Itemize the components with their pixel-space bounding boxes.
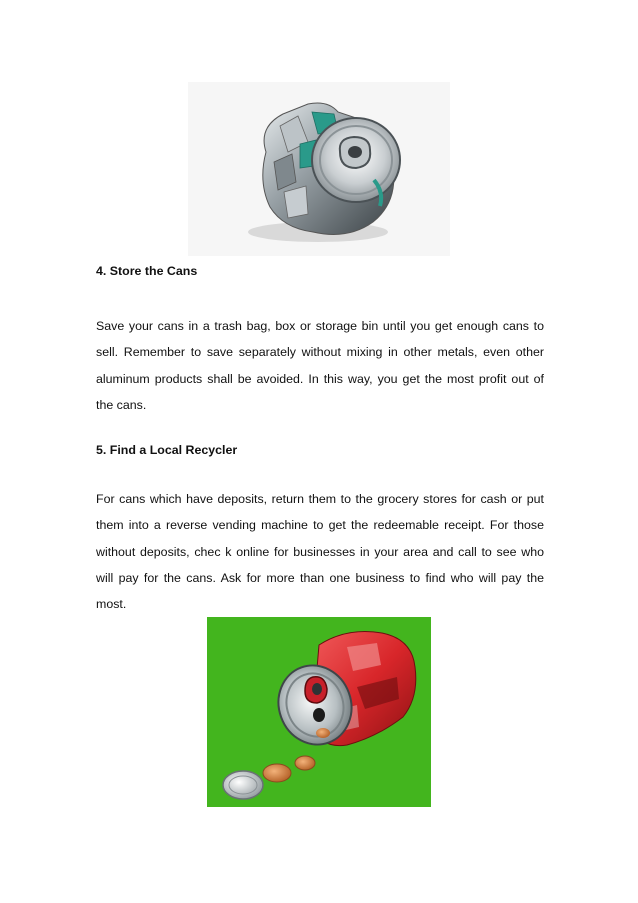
paragraph-line: aluminum products shall be avoided. In this way, you get the most profit out of: [96, 371, 544, 386]
crushed-can-illustration: [188, 82, 450, 256]
section-heading-store-cans: 4. Store the Cans: [96, 264, 198, 278]
paragraph-line: Save your cans in a trash bag, box or storage bin until you get enough cans to: [96, 319, 544, 333]
can-with-coins-illustration: [207, 617, 431, 807]
paragraph-line: most.: [96, 597, 127, 612]
paragraph-line: the cans.: [96, 397, 147, 412]
paragraph-line: will pay for the cans. Ask for more than one business to find who will pay the: [96, 570, 544, 585]
coin: [295, 756, 315, 770]
can-with-coins-image: [207, 617, 431, 807]
paragraph-find-recycler: [96, 486, 544, 617]
paragraph-line: without deposits, chec k online for businesses in your area and call to see who: [96, 544, 544, 559]
crushed-can-image: [188, 82, 450, 256]
paragraph-line: sell. Remember to save separately without mixing in other metals, even other: [96, 345, 544, 360]
paragraph-store-cans: [96, 313, 544, 418]
section-heading-find-recycler: 5. Find a Local Recycler: [96, 443, 238, 457]
coin-falling: [316, 728, 330, 738]
coin: [263, 764, 291, 782]
paragraph-line: For cans which have deposits, return them to the grocery stores for cash or put: [96, 492, 544, 506]
paragraph-line: them into a reverse vending machine to get the redeemable receipt. For those: [96, 518, 544, 533]
